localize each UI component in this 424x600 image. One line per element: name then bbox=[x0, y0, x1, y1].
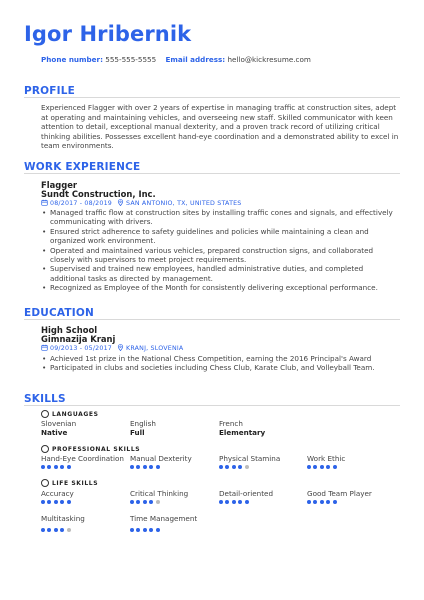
phone-label: Phone number: bbox=[41, 55, 103, 64]
rating-dot-filled bbox=[54, 500, 58, 504]
category-circle-icon bbox=[41, 479, 49, 487]
rating-dot-filled bbox=[143, 465, 147, 469]
rating-dot-filled bbox=[143, 528, 147, 532]
education-bullet-list bbox=[41, 354, 399, 373]
rating-dot-filled bbox=[320, 465, 324, 469]
list-item: • Achieved 1st prize in the National Chess Competition, earning the 2016 Principal's Award bbox=[41, 354, 399, 363]
rating-dot-filled bbox=[333, 465, 337, 469]
rating-dot-filled bbox=[136, 500, 140, 504]
school-name: Gimnazija Kranj bbox=[41, 334, 116, 344]
candidate-name: Igor Hribernik bbox=[24, 22, 192, 46]
category-label: LANGUAGES bbox=[52, 411, 99, 418]
rating-dot-filled bbox=[149, 465, 153, 469]
section-divider bbox=[24, 405, 400, 406]
skill-name: Manual Dexterity bbox=[130, 454, 192, 463]
skill-name: Good Team Player bbox=[307, 489, 372, 498]
category-label: PROFESSIONAL SKILLS bbox=[52, 446, 141, 453]
skill-name: Critical Thinking bbox=[130, 489, 189, 498]
skill-name: Work Ethic bbox=[307, 454, 346, 463]
email-label: Email address: bbox=[165, 55, 226, 64]
skill-rating bbox=[41, 528, 73, 533]
section-title-skills: SKILLS bbox=[24, 393, 66, 405]
calendar-icon bbox=[41, 199, 48, 206]
profile-summary: Experienced Flagger with over 2 years of expertise in managing traffic at construction sites, adept at operating and maintaining vehicles, and overseeing new staff. Skilled communicator with keen attention to detail, exceptional manual dexterity, and a proven track record of utilizing critical thinking abilities. Possesses excellent hand-eye coordination and a demonstrated ability to excel in team environments. bbox=[41, 103, 399, 151]
skill-rating bbox=[130, 465, 162, 470]
rating-dot-filled bbox=[67, 465, 71, 469]
skill-name: Detail-oriented bbox=[219, 489, 274, 498]
rating-dot-filled bbox=[225, 500, 229, 504]
rating-dot-filled bbox=[313, 465, 317, 469]
rating-dot-filled bbox=[41, 500, 45, 504]
location-pin-icon bbox=[117, 344, 124, 351]
skill-category-professional bbox=[41, 445, 140, 453]
job-location: SAN ANTONIO, TX, UNITED STATES bbox=[126, 200, 242, 207]
calendar-icon bbox=[41, 344, 48, 351]
rating-dot-filled bbox=[54, 528, 58, 532]
rating-dot-filled bbox=[67, 500, 71, 504]
rating-dot-filled bbox=[232, 500, 236, 504]
rating-dot-filled bbox=[136, 465, 140, 469]
rating-dot-filled bbox=[149, 528, 153, 532]
rating-dot-filled bbox=[60, 465, 64, 469]
section-divider bbox=[24, 97, 400, 98]
email-link[interactable]: hello@kickresume.com bbox=[227, 55, 311, 64]
skill-name: Time Management bbox=[130, 514, 198, 523]
rating-dot-filled bbox=[307, 500, 311, 504]
rating-dot-empty bbox=[156, 500, 160, 504]
rating-dot-filled bbox=[225, 465, 229, 469]
rating-dot-filled bbox=[326, 465, 330, 469]
rating-dot-empty bbox=[67, 528, 71, 532]
section-title-education: EDUCATION bbox=[24, 307, 95, 319]
job-bullet-list bbox=[41, 208, 399, 293]
rating-dot-filled bbox=[143, 500, 147, 504]
rating-dot-empty bbox=[245, 465, 249, 469]
list-item: • Ensured strict adherence to safety guidelines and policies while maintaining a clean and organized work environment. bbox=[41, 227, 399, 246]
skill-category-languages bbox=[41, 410, 99, 418]
skill-rating bbox=[219, 500, 251, 505]
phone-value: 555-555-5555 bbox=[105, 55, 157, 64]
skill-rating bbox=[219, 465, 251, 470]
skill-rating bbox=[41, 500, 73, 505]
rating-dot-filled bbox=[136, 528, 140, 532]
skill-rating bbox=[130, 500, 162, 505]
rating-dot-filled bbox=[60, 528, 64, 532]
section-divider bbox=[24, 319, 400, 320]
skill-category-life bbox=[41, 479, 98, 487]
list-item: • Supervised and trained new employees, handled administrative duties, and completed additional tasks as directed by management. bbox=[41, 264, 399, 283]
category-circle-icon bbox=[41, 410, 49, 418]
contact-line bbox=[41, 55, 318, 64]
rating-dot-filled bbox=[41, 528, 45, 532]
rating-dot-filled bbox=[307, 465, 311, 469]
rating-dot-filled bbox=[333, 500, 337, 504]
rating-dot-filled bbox=[47, 500, 51, 504]
rating-dot-filled bbox=[130, 528, 134, 532]
rating-dot-filled bbox=[245, 500, 249, 504]
section-title-work-experience: WORK EXPERIENCE bbox=[24, 161, 141, 173]
rating-dot-filled bbox=[130, 500, 134, 504]
rating-dot-filled bbox=[326, 500, 330, 504]
job-title: Flagger bbox=[41, 180, 78, 190]
skill-name: Multitasking bbox=[41, 514, 85, 523]
section-divider bbox=[24, 173, 400, 174]
rating-dot-filled bbox=[238, 500, 242, 504]
language-name: English bbox=[130, 419, 156, 428]
skill-name: Hand-Eye Coordination bbox=[41, 454, 124, 463]
company-name: Sundt Construction, Inc. bbox=[41, 189, 156, 199]
rating-dot-filled bbox=[60, 500, 64, 504]
rating-dot-filled bbox=[130, 465, 134, 469]
rating-dot-filled bbox=[320, 500, 324, 504]
section-title-profile: PROFILE bbox=[24, 85, 76, 97]
job-dates: 08/2017 - 08/2019 bbox=[50, 200, 112, 207]
rating-dot-filled bbox=[313, 500, 317, 504]
language-level: Full bbox=[130, 428, 145, 437]
location-pin-icon bbox=[117, 199, 124, 206]
skill-name: Accuracy bbox=[41, 489, 74, 498]
category-circle-icon bbox=[41, 445, 49, 453]
list-item: • Recognized as Employee of the Month for consistently delivering exceptional performance. bbox=[41, 283, 399, 292]
education-location: KRANJ, SLOVENIA bbox=[126, 345, 184, 352]
rating-dot-filled bbox=[47, 465, 51, 469]
rating-dot-filled bbox=[54, 465, 58, 469]
rating-dot-filled bbox=[238, 465, 242, 469]
language-name: Slovenian bbox=[41, 419, 77, 428]
rating-dot-filled bbox=[149, 500, 153, 504]
rating-dot-filled bbox=[47, 528, 51, 532]
skill-rating bbox=[41, 465, 73, 470]
category-label: LIFE SKILLS bbox=[52, 480, 99, 487]
job-meta bbox=[41, 199, 242, 207]
language-level: Native bbox=[41, 428, 68, 437]
skill-rating bbox=[307, 500, 339, 505]
language-level: Elementary bbox=[219, 428, 266, 437]
skill-name: Physical Stamina bbox=[219, 454, 281, 463]
skill-rating bbox=[307, 465, 339, 470]
list-item: • Operated and maintained various vehicles, prepared construction signs, and collaborated closely with supervisors to meet project requirements. bbox=[41, 246, 399, 265]
rating-dot-filled bbox=[219, 500, 223, 504]
list-item: • Participated in clubs and societies including Chess Club, Karate Club, and Volleyball Team. bbox=[41, 363, 399, 372]
rating-dot-filled bbox=[232, 465, 236, 469]
education-meta bbox=[41, 344, 183, 352]
skill-rating bbox=[130, 528, 162, 533]
language-name: French bbox=[219, 419, 243, 428]
rating-dot-filled bbox=[219, 465, 223, 469]
rating-dot-filled bbox=[41, 465, 45, 469]
education-dates: 09/2013 - 05/2017 bbox=[50, 345, 112, 352]
rating-dot-filled bbox=[156, 465, 160, 469]
rating-dot-filled bbox=[156, 528, 160, 532]
list-item: • Managed traffic flow at construction sites by installing traffic cones and signals, and effectively communicating with drivers. bbox=[41, 208, 399, 227]
degree-title: High School bbox=[41, 325, 98, 335]
